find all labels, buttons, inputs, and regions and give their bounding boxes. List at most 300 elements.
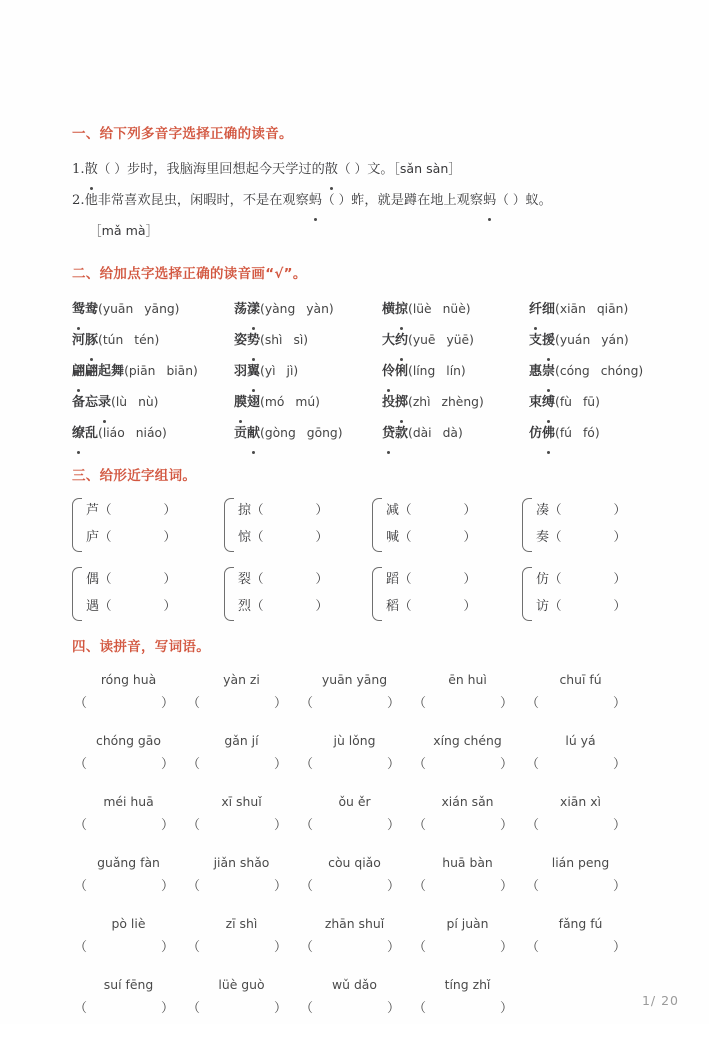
answer-blank[interactable] — [185, 936, 298, 960]
pinyin-option-a[interactable]: yuán — [559, 333, 591, 348]
paren-open: （ — [300, 695, 314, 711]
pinyin-option-a[interactable]: yuē — [412, 333, 436, 348]
answer-blank[interactable] — [72, 692, 185, 716]
pinyin-option-a[interactable]: zhì — [412, 395, 431, 410]
character: 惠 — [529, 364, 543, 380]
pinyin-option-a[interactable]: liáo — [102, 426, 125, 441]
pinyin-label: yuān yāng — [321, 671, 388, 687]
pinyin-option-a[interactable]: yì — [264, 364, 276, 379]
pinyin-option-a[interactable]: cóng — [559, 364, 590, 379]
pinyin-choice-item[interactable] — [72, 325, 234, 356]
word-with-dot — [529, 426, 555, 441]
answer-blank[interactable] — [72, 997, 185, 1021]
dotted-character: 蚂 — [483, 186, 496, 216]
answer-blank[interactable] — [185, 753, 298, 777]
pinyin-options: ［sǎn sàn］ — [393, 161, 461, 177]
paren-open: （ — [187, 939, 201, 955]
paren-open: （ — [526, 756, 540, 772]
character: 细 — [542, 302, 556, 318]
pinyin-option-b[interactable]: gōng — [306, 426, 338, 441]
character-blank-row[interactable] — [238, 497, 372, 524]
paren-open: （ — [413, 695, 427, 711]
pinyin-option-a[interactable]: shì — [264, 333, 283, 348]
pinyin-options — [260, 302, 334, 316]
character-blank-row[interactable] — [238, 566, 372, 593]
pinyin-word-cell — [411, 789, 524, 850]
character: 支 — [529, 333, 543, 349]
answer-blank[interactable] — [298, 814, 411, 838]
paren-open: （ — [526, 817, 540, 833]
pinyin-option-a[interactable]: gòng — [264, 426, 296, 441]
paren-open: （ — [300, 939, 314, 955]
pinyin-option-b[interactable]: yüē — [446, 333, 470, 348]
answer-blank[interactable] — [524, 753, 637, 777]
pinyin-option-b[interactable]: lín — [446, 364, 461, 379]
paren-open: （ — [413, 817, 427, 833]
dotted-character: 漾 — [247, 295, 260, 325]
character-blank-row[interactable] — [86, 497, 224, 524]
dotted-character: 崇 — [542, 357, 555, 387]
character-pair-group — [224, 566, 372, 620]
pinyin-word-cell — [72, 789, 185, 850]
pinyin-label: gǎn jí — [224, 732, 259, 748]
pinyin-options — [408, 364, 466, 378]
character-pair-group — [72, 497, 224, 551]
pinyin-word-cell — [185, 789, 298, 850]
character: 仿 — [529, 426, 543, 442]
paren-open: （ — [187, 1000, 201, 1016]
pinyin-label: chuī fú — [559, 671, 602, 687]
paren-open: （ — [99, 528, 112, 544]
pinyin-option-b[interactable]: nù — [138, 395, 154, 410]
answer-blank[interactable]: （ ） — [337, 161, 368, 177]
paren-close: ） — [274, 878, 288, 894]
pinyin-label: pò liè — [111, 915, 146, 931]
pinyin-option-b[interactable]: yán — [601, 333, 624, 348]
answer-blank[interactable] — [298, 875, 411, 899]
paren-open: （ — [413, 756, 427, 772]
answer-blank[interactable] — [524, 875, 637, 899]
pinyin-choice-item[interactable] — [529, 387, 679, 418]
pinyin-choice-item[interactable] — [382, 294, 529, 325]
pinyin-choice-item[interactable] — [382, 356, 529, 387]
pinyin-option-a[interactable]: xiān — [559, 302, 586, 317]
word-with-dot — [234, 395, 260, 410]
paren-close: ) — [162, 426, 167, 441]
pinyin-choice-item[interactable] — [529, 418, 679, 449]
paren-open: ( — [408, 426, 413, 441]
character-pair-group — [72, 566, 224, 620]
pinyin-label: pí juàn — [446, 915, 489, 931]
paren-open: （ — [413, 939, 427, 955]
dotted-character: 献 — [247, 419, 260, 449]
character-blank-row[interactable] — [86, 566, 224, 593]
pinyin-label: zī shì — [225, 915, 258, 931]
character: 裂 — [238, 571, 252, 587]
character: 减 — [386, 502, 400, 518]
paren-close: ) — [638, 364, 644, 379]
pinyin-choice-item[interactable] — [72, 418, 234, 449]
character-blank-row[interactable] — [386, 524, 522, 551]
answer-blank[interactable] — [411, 936, 524, 960]
pinyin-option-b[interactable]: chóng — [600, 364, 639, 379]
paren-open: ( — [555, 364, 560, 379]
character-blank-row[interactable] — [386, 497, 522, 524]
pinyin-choice-item[interactable] — [382, 418, 529, 449]
pinyin-option-a[interactable]: lù — [115, 395, 128, 410]
pinyin-label: ēn huì — [448, 671, 487, 687]
word-with-dot — [529, 302, 555, 317]
brace-icon — [224, 567, 234, 621]
dotted-character: 纤 — [529, 295, 542, 325]
pinyin-label: wǔ dǎo — [332, 976, 377, 992]
pinyin-option-b[interactable]: nüè — [442, 302, 466, 317]
pinyin-option-b[interactable]: fū — [582, 395, 596, 410]
paren-open: （ — [300, 756, 314, 772]
pinyin-option-b[interactable]: zhèng — [441, 395, 479, 410]
answer-blank[interactable] — [185, 875, 298, 899]
word-with-dot — [529, 364, 555, 379]
pinyin-label: ǒu ěr — [338, 793, 371, 809]
character: 束 — [529, 395, 543, 411]
paren-open: ( — [408, 395, 413, 410]
paren-open: ( — [98, 302, 103, 317]
paren-close: ） — [613, 817, 627, 833]
pinyin-word-cell — [524, 667, 637, 728]
pinyin-option-b[interactable]: qiān — [596, 302, 624, 317]
word-with-dot — [234, 364, 260, 379]
pinyin-option-a[interactable]: tún — [102, 333, 124, 348]
pinyin-option-b[interactable]: sì — [293, 333, 304, 348]
pinyin-option-a[interactable]: lüè — [412, 302, 432, 317]
answer-blank[interactable] — [524, 814, 637, 838]
pinyin-word-cell — [185, 728, 298, 789]
pinyin-option-a[interactable]: líng — [412, 364, 436, 379]
answer-blank[interactable]: （ ） — [321, 192, 352, 208]
paren-open: ( — [111, 395, 116, 410]
pinyin-choice-item[interactable] — [72, 294, 234, 325]
worksheet-content — [72, 126, 680, 1052]
paren-open: ( — [555, 426, 560, 441]
pinyin-word-cell — [72, 667, 185, 728]
paren-open: （ — [74, 878, 88, 894]
pinyin-word-cell — [298, 667, 411, 728]
question-line — [72, 154, 680, 185]
character-blank-row[interactable] — [386, 566, 522, 593]
answer-blank[interactable] — [298, 692, 411, 716]
paren-close: ） — [161, 817, 175, 833]
section-pinyin-to-words — [72, 639, 680, 1033]
paren-close: ） — [387, 695, 401, 711]
character: 大 — [382, 333, 396, 349]
character-blank-row[interactable] — [386, 593, 522, 620]
paren-close: ） — [274, 817, 288, 833]
pinyin-label: xíng chéng — [433, 732, 502, 748]
dotted-character: 势 — [247, 326, 260, 356]
paren-close: ） — [613, 878, 627, 894]
answer-blank[interactable] — [411, 692, 524, 716]
pinyin-choice-item[interactable] — [72, 356, 234, 387]
pinyin-option-b[interactable]: mú — [295, 395, 316, 410]
paren-close: ) — [153, 395, 159, 410]
paren-close: ） — [613, 597, 627, 613]
pinyin-word-cell — [298, 850, 411, 911]
brace-icon — [522, 567, 532, 621]
pinyin-choice-item[interactable] — [529, 325, 679, 356]
answer-blank[interactable]: （ ） — [97, 161, 127, 177]
pinyin-option-b[interactable]: fó — [582, 426, 595, 441]
character: 鸯 — [85, 302, 99, 318]
pinyin-choice-item[interactable] — [382, 387, 529, 418]
dotted-character: 缭 — [72, 419, 85, 449]
pinyin-choice-item[interactable] — [234, 325, 382, 356]
answer-blank[interactable] — [185, 997, 298, 1021]
section-2-grid — [72, 294, 680, 449]
pinyin-option-b[interactable]: niáo — [135, 426, 163, 441]
paren-close: ） — [613, 939, 627, 955]
word-with-dot — [72, 333, 98, 348]
word-with-dot — [382, 333, 408, 348]
character: 起 — [98, 364, 112, 380]
answer-blank[interactable] — [72, 753, 185, 777]
pinyin-label: xián sǎn — [441, 793, 494, 809]
paren-close: ） — [315, 528, 329, 544]
pinyin-label: lüè guò — [218, 976, 265, 992]
dotted-character: 援 — [542, 326, 555, 356]
paren-open: （ — [549, 528, 562, 544]
answer-blank[interactable] — [524, 936, 637, 960]
sentence-text: 他非常喜欢昆虫，闲暇时，不是在观察 — [84, 193, 309, 209]
pinyin-word-cell — [72, 728, 185, 789]
answer-blank[interactable] — [298, 997, 411, 1021]
character: 仿 — [536, 571, 550, 587]
paren-open: （ — [413, 878, 427, 894]
paren-open: （ — [99, 501, 112, 517]
character: 俐 — [395, 364, 409, 380]
answer-blank[interactable] — [524, 692, 637, 716]
pinyin-option-a[interactable]: yàng — [264, 302, 296, 317]
character: 款 — [395, 426, 409, 442]
pinyin-label: huā bàn — [442, 854, 493, 870]
pinyin-option-b[interactable]: jì — [286, 364, 294, 379]
pinyin-option-b[interactable]: yāng — [144, 302, 175, 317]
paren-open: ( — [98, 333, 103, 348]
character-blank-row[interactable] — [86, 524, 224, 551]
pinyin-label: chóng gāo — [96, 732, 161, 748]
sentence-text: 文。 — [367, 162, 394, 178]
character: 翅 — [247, 395, 261, 411]
pinyin-options — [555, 333, 629, 347]
word-with-dot — [72, 302, 98, 317]
pinyin-option-a[interactable]: mó — [264, 395, 285, 410]
word-with-dot — [529, 395, 555, 410]
dotted-character: 翼 — [247, 357, 260, 387]
character: 横 — [382, 302, 396, 318]
pinyin-options — [260, 395, 320, 409]
answer-blank[interactable] — [411, 875, 524, 899]
dotted-character: 缚 — [542, 388, 555, 418]
pinyin-choice-item[interactable] — [529, 356, 679, 387]
pinyin-choice-item[interactable] — [72, 387, 234, 418]
character: 忘 — [85, 395, 99, 411]
answer-blank[interactable] — [72, 814, 185, 838]
paren-open: （ — [399, 528, 412, 544]
answer-blank[interactable] — [298, 753, 411, 777]
paren-close: ） — [387, 1000, 401, 1016]
character-blank-row[interactable] — [86, 593, 224, 620]
pinyin-option-a[interactable]: dài — [412, 426, 432, 441]
paren-close: ) — [478, 395, 484, 410]
paren-open: （ — [187, 878, 201, 894]
pinyin-word-cell — [298, 789, 411, 850]
pinyin-label: fǎng fú — [558, 915, 603, 931]
paren-close: ) — [460, 364, 466, 379]
pinyin-option-a[interactable]: yuān — [102, 302, 134, 317]
paren-close: ） — [613, 501, 627, 517]
paren-close: ） — [500, 756, 514, 772]
pinyin-label: còu qiǎo — [328, 854, 381, 870]
pinyin-choice-item[interactable] — [382, 325, 529, 356]
paren-close: ） — [613, 695, 627, 711]
pinyin-label: lú yá — [565, 732, 596, 748]
pinyin-word-cell — [524, 789, 637, 850]
pinyin-word-cell — [185, 911, 298, 972]
section-4-heading: 四、读拼音，写词语。 — [72, 638, 210, 655]
paren-open: ( — [260, 426, 265, 441]
section-4-grid — [72, 667, 680, 1033]
pinyin-option-b[interactable]: biān — [166, 364, 193, 379]
character: 奏 — [536, 529, 550, 545]
answer-blank[interactable] — [185, 814, 298, 838]
paren-close: ） — [463, 597, 477, 613]
dotted-character: 贷 — [382, 419, 395, 449]
pinyin-label: lián peng — [551, 854, 610, 870]
character: 蹈 — [386, 571, 400, 587]
pinyin-label: jiǎn shǎo — [213, 854, 270, 870]
pinyin-label: zhān shuǐ — [324, 915, 385, 931]
character: 备 — [72, 395, 86, 411]
brace-icon — [372, 498, 382, 552]
paren-close: ） — [161, 939, 175, 955]
pinyin-word-cell — [524, 728, 637, 789]
paren-open: ( — [260, 302, 265, 317]
dotted-character: 佛 — [542, 419, 555, 449]
pinyin-option-b[interactable]: dà — [442, 426, 458, 441]
section-3-heading: 三、给形近字组词。 — [72, 468, 197, 485]
pinyin-choice-item[interactable] — [234, 387, 382, 418]
pinyin-option-a[interactable]: fú — [559, 426, 572, 441]
pinyin-option-b[interactable]: tén — [134, 333, 155, 348]
character: 庐 — [86, 529, 100, 545]
pinyin-word-cell — [411, 911, 524, 972]
pinyin-label: xī shuǐ — [221, 793, 262, 809]
pinyin-label: guǎng fàn — [97, 854, 160, 870]
word-with-dot — [382, 426, 408, 441]
question-line — [72, 216, 680, 247]
character-blank-row[interactable] — [536, 593, 672, 620]
answer-blank[interactable] — [411, 814, 524, 838]
paren-open: （ — [251, 501, 264, 517]
paren-open: （ — [74, 1000, 88, 1016]
character: 乱 — [85, 426, 99, 442]
pinyin-options — [555, 302, 628, 316]
paren-close: ) — [337, 426, 343, 441]
character: 掠 — [238, 502, 252, 518]
paren-close: ） — [500, 695, 514, 711]
brace-icon — [224, 498, 234, 552]
answer-blank[interactable] — [298, 936, 411, 960]
paren-open: ( — [408, 333, 413, 348]
pinyin-word-cell — [411, 850, 524, 911]
pinyin-option-a[interactable]: piān — [128, 364, 156, 379]
answer-blank[interactable] — [411, 753, 524, 777]
paren-close: ） — [613, 570, 627, 586]
answer-blank[interactable] — [72, 936, 185, 960]
character-blank-row[interactable] — [536, 497, 672, 524]
character: 翩 — [85, 364, 99, 380]
paren-open: （ — [74, 756, 88, 772]
paren-close: ） — [500, 939, 514, 955]
answer-blank[interactable] — [72, 875, 185, 899]
dotted-character: 掷 — [395, 388, 408, 418]
character-blank-row[interactable] — [536, 524, 672, 551]
character: 烈 — [238, 598, 252, 614]
character: 凑 — [536, 502, 550, 518]
section-2-heading: 二、给加点字选择正确的读音画“√”。 — [72, 266, 307, 283]
answer-blank[interactable] — [185, 692, 298, 716]
pinyin-choice-item[interactable] — [234, 418, 382, 449]
paren-close: ) — [193, 364, 198, 379]
paren-open: ( — [260, 333, 265, 348]
character: 羽 — [234, 364, 248, 380]
paren-open: ( — [124, 364, 129, 379]
character-blank-row[interactable] — [536, 566, 672, 593]
paren-close: ） — [387, 878, 401, 894]
pinyin-options — [260, 426, 343, 440]
paren-open: （ — [251, 528, 264, 544]
pinyin-word-cell — [524, 850, 637, 911]
pinyin-option-a[interactable]: fù — [559, 395, 572, 410]
paren-close: ） — [161, 1000, 175, 1016]
pinyin-choice-item[interactable] — [234, 356, 382, 387]
answer-blank[interactable]: （ ） — [496, 192, 526, 208]
pinyin-option-b[interactable]: yàn — [306, 302, 329, 317]
dotted-character: 散 — [325, 155, 338, 185]
section-1-lines — [72, 154, 680, 247]
paren-close: ） — [387, 756, 401, 772]
paren-close: ) — [594, 426, 600, 441]
pinyin-choice-item[interactable] — [529, 294, 679, 325]
paren-open: （ — [413, 1000, 427, 1016]
pinyin-options — [408, 333, 474, 347]
paren-close: ） — [500, 1000, 514, 1016]
character-pair-group — [522, 497, 672, 551]
answer-blank[interactable] — [411, 997, 524, 1021]
character-blank-row[interactable] — [238, 593, 372, 620]
word-with-dot — [72, 426, 98, 441]
paren-close: ) — [154, 333, 160, 348]
dotted-character: 膜 — [234, 388, 247, 418]
pinyin-word-cell — [72, 850, 185, 911]
character-blank-row[interactable] — [238, 524, 372, 551]
paren-open: （ — [526, 878, 540, 894]
paren-close: ） — [500, 817, 514, 833]
dotted-character: 鸳 — [72, 295, 85, 325]
dotted-character: 掠 — [395, 295, 408, 325]
character-pair-group — [522, 566, 672, 620]
paren-close: ) — [303, 333, 309, 348]
pinyin-choice-item[interactable] — [234, 294, 382, 325]
